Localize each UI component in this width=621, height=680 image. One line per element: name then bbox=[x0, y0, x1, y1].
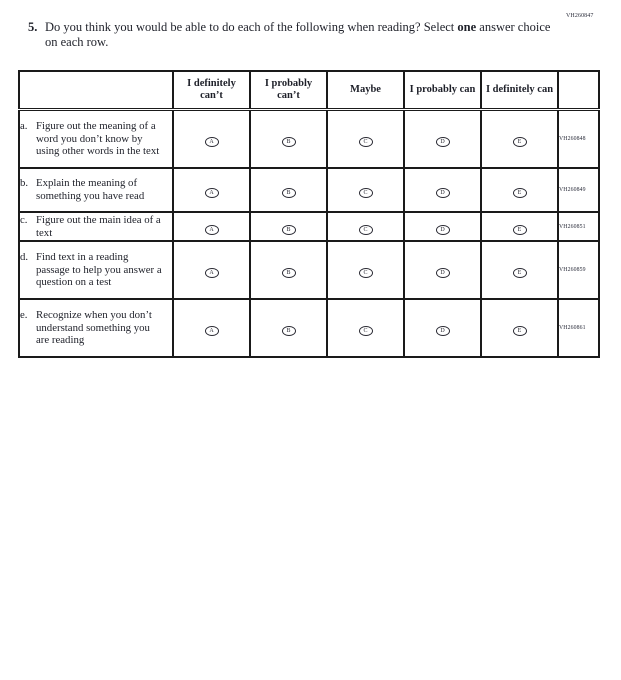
table-row bbox=[19, 241, 599, 299]
row-a-stem bbox=[19, 110, 173, 169]
row-e-option-e-bubble[interactable]: E bbox=[513, 326, 527, 336]
row-b-option-b-bubble[interactable]: B bbox=[282, 188, 296, 198]
row-c-option-b-bubble[interactable]: B bbox=[282, 225, 296, 235]
question-text-pre: Do you think you would be able to do each of the following when reading? Select bbox=[45, 20, 458, 34]
row-a-option-e-bubble[interactable]: E bbox=[513, 137, 527, 147]
header-empty-stem bbox=[19, 71, 173, 110]
row-b-option-e-bubble[interactable]: E bbox=[513, 188, 527, 198]
row-c-letter: c. bbox=[20, 213, 28, 226]
header-probably-can: I probably can bbox=[404, 71, 481, 110]
header-empty-code bbox=[558, 71, 599, 110]
row-d-stem bbox=[19, 241, 173, 299]
table-row bbox=[19, 212, 599, 241]
row-a-option-d-bubble[interactable]: D bbox=[436, 137, 450, 147]
row-d-option-d-bubble[interactable]: D bbox=[436, 268, 450, 278]
header-definitely-can: I definitely can bbox=[481, 71, 558, 110]
row-a-option-b-bubble[interactable]: B bbox=[282, 137, 296, 147]
row-b-letter: b. bbox=[20, 177, 29, 190]
row-d-letter: d. bbox=[20, 250, 29, 263]
question-text bbox=[45, 20, 552, 49]
row-a-option-c-bubble[interactable]: C bbox=[359, 137, 373, 147]
row-d-item-code: VH260859 bbox=[558, 241, 599, 299]
row-a-option-a-bubble[interactable]: A bbox=[205, 137, 219, 147]
row-a-letter: a. bbox=[20, 119, 28, 132]
question-number: 5. bbox=[28, 20, 38, 34]
row-d-option-b-bubble[interactable]: B bbox=[282, 268, 296, 278]
row-e-option-b-bubble[interactable]: B bbox=[282, 326, 296, 336]
row-c-stem bbox=[19, 212, 173, 241]
header-definitely-cant: I definitely can’t bbox=[173, 71, 250, 110]
survey-table bbox=[18, 70, 600, 358]
header-probably-cant: I probably can’t bbox=[250, 71, 327, 110]
row-c-option-a-bubble[interactable]: A bbox=[205, 225, 219, 235]
row-c-option-e-bubble[interactable]: E bbox=[513, 225, 527, 235]
row-d-option-c-bubble[interactable]: C bbox=[359, 268, 373, 278]
question-text-post: answer choice on each row. bbox=[45, 20, 551, 49]
row-e-option-c-bubble[interactable]: C bbox=[359, 326, 373, 336]
header-maybe: Maybe bbox=[327, 71, 404, 110]
table-row bbox=[19, 168, 599, 212]
table-header-row bbox=[19, 71, 599, 110]
table-row bbox=[19, 299, 599, 357]
row-e-letter: e. bbox=[20, 308, 28, 321]
row-c-text: Figure out the main idea of a text bbox=[36, 213, 161, 239]
row-b-stem bbox=[19, 168, 173, 212]
row-b-option-c-bubble[interactable]: C bbox=[359, 188, 373, 198]
row-c-option-d-bubble[interactable]: D bbox=[436, 225, 450, 235]
question-text-emphasis: one bbox=[457, 20, 477, 34]
table-row bbox=[19, 110, 599, 169]
row-a-text: Figure out the meaning of a word you don’t know by using other words in the text bbox=[36, 119, 160, 158]
row-c-option-c-bubble[interactable]: C bbox=[359, 225, 373, 235]
row-d-option-e-bubble[interactable]: E bbox=[513, 268, 527, 278]
form-code-top-right: VH260847 bbox=[566, 13, 594, 19]
row-e-text: Recognize when you don’t understand something you are reading bbox=[36, 308, 152, 347]
row-c-item-code: VH260851 bbox=[558, 212, 599, 241]
row-a-item-code: VH260848 bbox=[558, 110, 599, 169]
row-e-stem bbox=[19, 299, 173, 357]
row-e-option-d-bubble[interactable]: D bbox=[436, 326, 450, 336]
row-d-option-a-bubble[interactable]: A bbox=[205, 268, 219, 278]
row-e-option-a-bubble[interactable]: A bbox=[205, 326, 219, 336]
row-b-option-d-bubble[interactable]: D bbox=[436, 188, 450, 198]
row-e-item-code: VH260861 bbox=[558, 299, 599, 357]
question-block bbox=[28, 20, 552, 49]
row-b-text: Explain the meaning of something you have read bbox=[36, 177, 145, 202]
row-d-text: Find text in a reading passage to help you answer a question on a test bbox=[36, 250, 162, 289]
row-b-option-a-bubble[interactable]: A bbox=[205, 188, 219, 198]
row-b-item-code: VH260849 bbox=[558, 168, 599, 212]
